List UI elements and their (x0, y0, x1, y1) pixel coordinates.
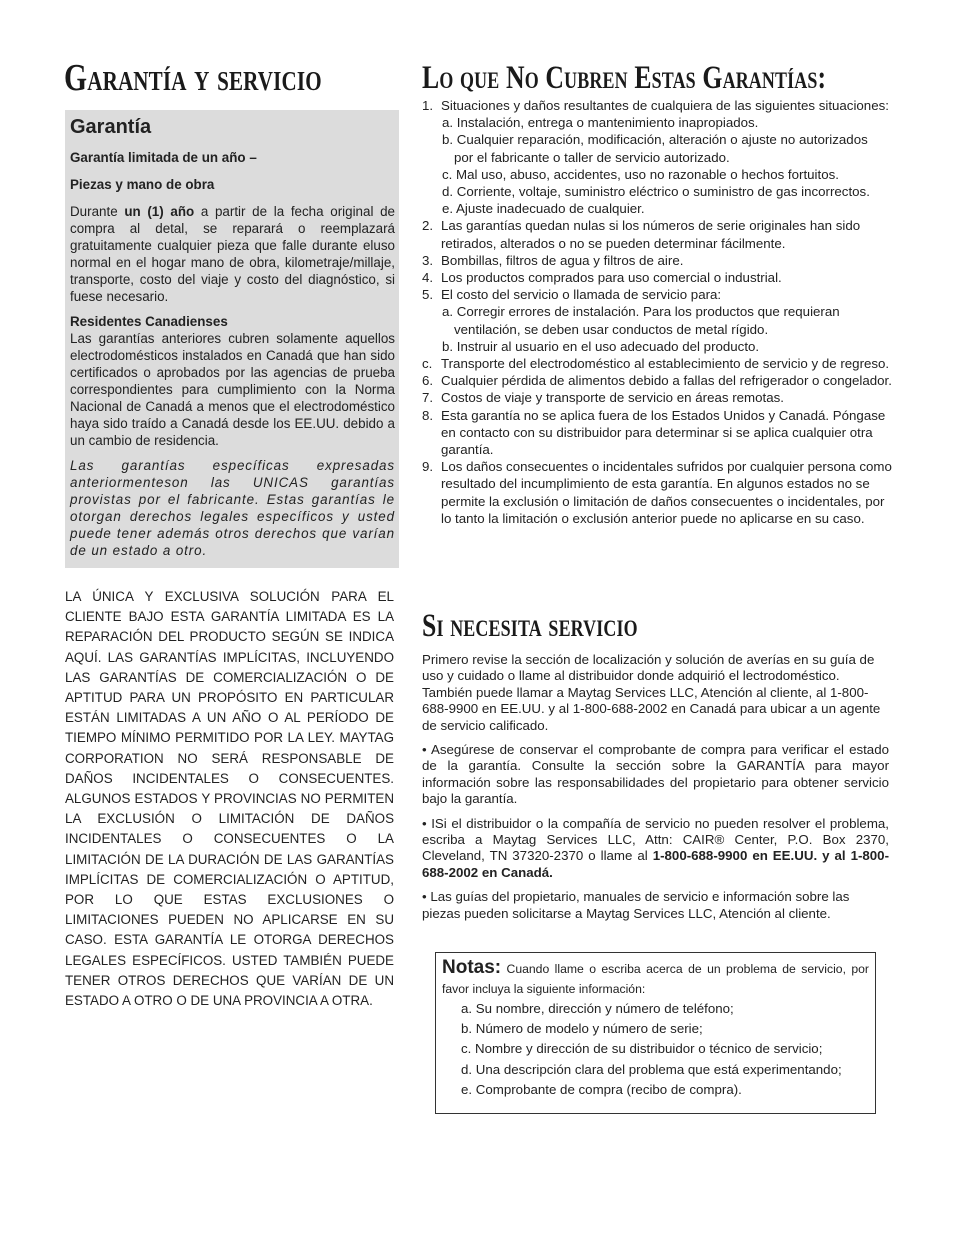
not-covered-list (422, 97, 892, 527)
item-text: Esta garantía no se aplica fuera de los Estados Unidos y Canadá. Póngase en contacto con su distribuidor para determinar si se aplica cualquier otra garantía. (441, 407, 886, 458)
heading-need-service: Si necesita servicio (422, 608, 638, 644)
limited-warranty-line: Garantía limitada de un año – (70, 150, 257, 165)
notes-item: b. Número de modelo y número de serie; (461, 1021, 703, 1037)
notes-item: e. Comprobante de compra (recibo de compra). (461, 1081, 742, 1097)
list-item (422, 372, 892, 389)
service-bullet-guides: • Las guías del propietario, manuales de servicio e información sobre las piezas pueden solicitarse a Maytag Services LLC, Atención al cliente. (422, 889, 850, 921)
canadian-residents-heading: Residentes Canadienses (70, 314, 228, 329)
warranty-text-b: a partir de la fecha original de compra al detal, se reparará o reemplazará gratuitamente cualquier pieza que falle durante eluso normal en el hogar mano de obra, kilometraje/millaje, transporte, costo del viaje y costo del diagnóstico, si fuese necesario. (70, 204, 395, 304)
item-number: 3. (422, 252, 434, 268)
item-text: Transporte del electrodoméstico al establecimiento de servicio y de regreso. (441, 356, 890, 372)
item-number: c. (422, 356, 433, 372)
page-title-warranty-service: Garantía y servicio (64, 57, 322, 99)
item-number: 8. (422, 407, 434, 423)
list-item (422, 286, 892, 303)
canadian-residents-text: Las garantías anteriores cubren solamente aquellos electrodomésticos instalados en Canadá que han sido certificados o aprobados por las agencias de prueba correspondientes para cumplimiento con la Norma Nacional de Canadá a menos que el electrodoméstico haya sido traído a Canadá desde los EE.UU. debido a un cambio de residencia. (70, 331, 395, 448)
contact-phones: 1-800-688-9900 en EE.UU. y al 1-800-688-2002 en Canadá. (422, 848, 890, 880)
contact-text: • ISi el distribuidor o la compañía de servicio no pueden resolver el problema, escriba a Maytag Services LLC, Attn: CAIR® Center, P.O. Box 2370, Cleveland, TN 37320-2370 o llame al (422, 815, 889, 864)
notes-item: c. Nombre y dirección de su distribuidor o técnico de servicio; (461, 1041, 823, 1057)
warranty-box (65, 110, 399, 568)
list-item (422, 458, 892, 527)
list-subitem: c. Mal uso, abuso, accidentes, uso no razonable o hechos fortuitos. (442, 166, 839, 182)
item-number: 1. (422, 98, 434, 113)
list-subitem: b. Instruir al usuario en el uso adecuado del producto. (442, 338, 760, 354)
item-text: El costo del servicio o llamada de servicio para: (441, 287, 722, 303)
item-number: 9. (422, 459, 434, 475)
list-subitem: b. Cualquier reparación, modificación, alteración o ajuste no autorizados (442, 132, 868, 148)
list-item (422, 217, 892, 251)
disclaimer-text: LA ÚNICA Y EXCLUSIVA SOLUCIÓN PARA EL CLIENTE BAJO ESTA GARANTÍA LIMITADA ES LA REPARACIÓN DEL PRODUCTO SEGÚN SE INDICA AQUÍ. LAS GARANTÍAS IMPLÍCITAS, INCLUYENDO LAS GARANTÍAS DE COMERCIALIZACIÓN O DE APTITUD PARA UN PROPÓSITO EN PARTICULAR ESTÁN LIMITADAS A UN AÑO O AL PERÍODO DE TIEMPO MÍNIMO PERMITIDO POR LA LEY. MAYTAG CORPORATION NO SERÁ RESPONSABLE DE DAÑOS INCIDENTALES O CONSECUENTES. ALGUNOS ESTADOS Y PROVINCIAS NO PERMITEN LA EXCLUSIÓN O LIMITACIÓN DE DAÑOS INCIDENTALES O CONSECUENTES O LA LIMITACIÓN DE LA DURACIÓN DE LAS GARANTÍAS IMPLÍCITAS DE COMERCIALIZACIÓN O APTITUD, POR LO QUE ESTAS EXCLUSIONES O LIMITACIONES PUEDEN NO APLICARSE EN SU CASO. ESTA GARANTÍA LE OTORGA DERECHOS LEGALES ESPECÍFICOS. USTED TAMBIÉN PUEDE TENER OTROS DERECHOS QUE VARÍAN DE UN ESTADO A OTRO O DE UNA PROVINCIA A OTRA. (65, 589, 394, 1009)
list-item (422, 269, 892, 286)
item-number: 4. (422, 270, 434, 286)
item-text: Costos de viaje y transporte de servicio en áreas remotas. (441, 390, 784, 406)
list-item (422, 355, 892, 372)
item-text: Las garantías quedan nulas si los números de serie originales han sido retirados, alterados o no se pueden determinar fácilmente. (441, 218, 861, 251)
list-subitem: d. Corriente, voltaje, suministro eléctrico o suministro de gas incorrectos. (442, 184, 870, 200)
heading-not-covered: Lo que No Cubren Estas Garantías: (422, 60, 827, 96)
item-text: Situaciones y daños resultantes de cualquiera de las siguientes situaciones: (441, 98, 889, 113)
list-subitem: a. Corregir errores de instalación. Para los productos que requieran (442, 304, 840, 320)
notes-intro: Cuando llame o escriba acerca de un problema de servicio, por favor incluya la siguiente información: (442, 962, 869, 996)
notes-item: d. Una descripción clara del problema que está experimentando; (461, 1061, 842, 1077)
list-item (422, 252, 892, 269)
item-text: Cualquier pérdida de alimentos debido a fallas del refrigerador o congelador. (441, 373, 892, 389)
warranty-duration: un (1) año (124, 204, 195, 219)
list-subitem: ventilación, se deben usar conductos de metal rígido. (454, 321, 769, 337)
item-number: 7. (422, 390, 434, 406)
service-bullet-contact (422, 816, 889, 882)
warranty-text-a: Durante (70, 204, 125, 219)
specific-warranties-text: Las garantías específicas expresadas anteriormenteson las UNICAS garantías provistas por el fabricante. Estas garantías le otorgan derechos legales específicos y usted puede tener además otros derechos que varían de un estado a otro. (70, 458, 395, 558)
item-text: Bombillas, filtros de agua y filtros de aire. (441, 252, 684, 268)
list-subitem: a. Instalación, entrega o mantenimiento inapropiados. (442, 115, 759, 131)
service-intro: Primero revise la sección de localización y solución de averías en su guía de uso y cuidado o llame al distribuidor donde adquirió el lectrodoméstico. También puede llamar a Maytag Services LLC, Atención al cliente, al 1-800-688-9900 en EE.UU. y al 1-800-688-2002 en Canadá para ubicar a un agente de servicio calificado. (422, 652, 881, 733)
item-text: Los productos comprados para uso comercial o industrial. (441, 270, 782, 286)
parts-labor-line: Piezas y mano de obra (70, 177, 215, 192)
service-section (422, 652, 889, 930)
list-subitem: e. Ajuste inadecuado de cualquier. (442, 201, 645, 217)
notes-label: Notas: (442, 957, 502, 978)
list-item (422, 407, 892, 459)
warranty-paragraph (70, 203, 395, 305)
list-item (422, 97, 892, 114)
item-number: 2. (422, 218, 434, 234)
item-number: 5. (422, 287, 434, 303)
notes-header (442, 958, 869, 999)
item-number: 6. (422, 373, 434, 389)
warranty-heading: Garantía (70, 116, 152, 138)
limited-warranty-disclaimer (65, 587, 394, 1011)
item-text: Los daños consecuentes o incidentales sufridos por cualquier persona como resultado del incumplimiento de esta garantía. En algunos estados no se permite la exclusión o limitación de daños consecuentes o incidentales, por lo tanto la limitación o exclusión anterior puede no aplicarse en su caso. (441, 459, 892, 526)
notes-box (435, 952, 876, 1114)
list-item (422, 389, 892, 406)
notes-item: a. Su nombre, dirección y número de teléfono; (461, 1001, 734, 1016)
list-subitem: por el fabricante o taller de servicio autorizado. (454, 149, 730, 165)
service-bullet-receipt: • Asegúrese de conservar el comprobante de compra para verificar el estado de la garantía. Consulte la sección sobre la GARANTÍA para mayor información sobre las responsabilidades del propietario para obtener servicio bajo la garantía. (422, 742, 889, 807)
